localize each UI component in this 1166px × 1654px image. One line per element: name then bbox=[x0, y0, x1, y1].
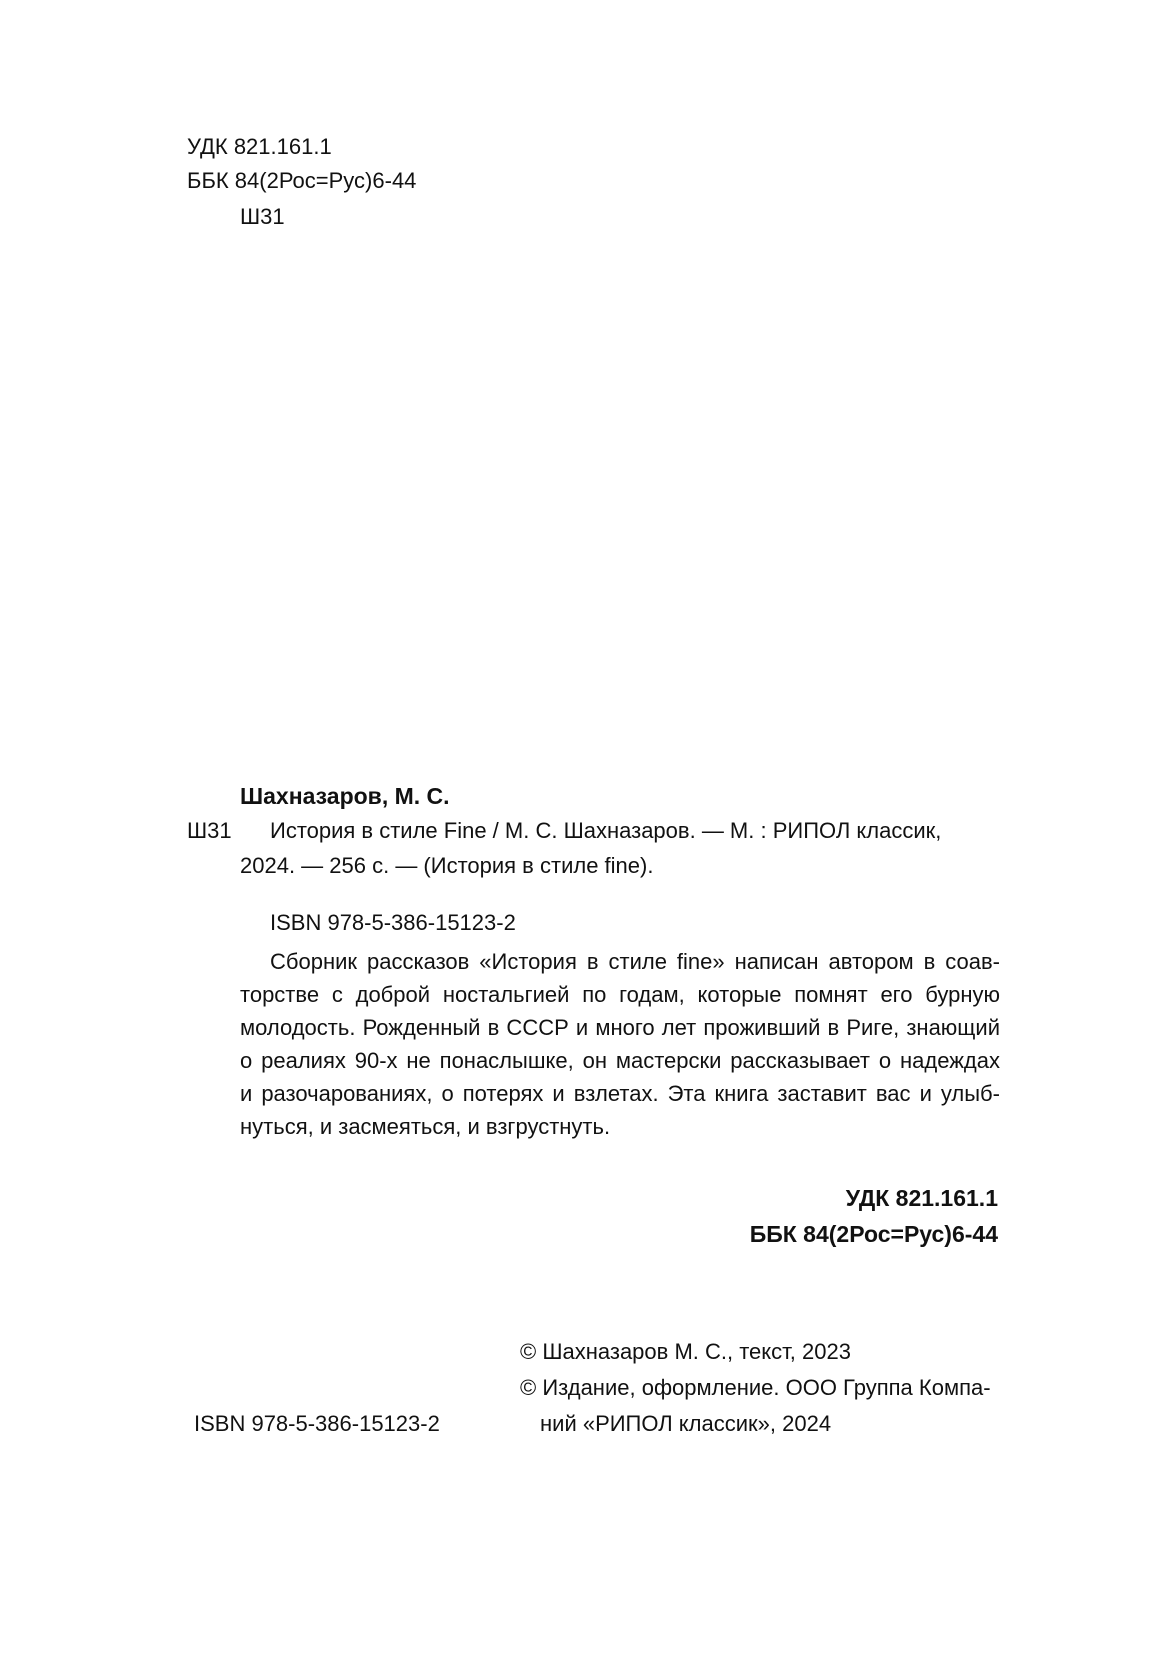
annotation bbox=[240, 945, 1000, 1143]
copyright-author: © Шахназаров М. С., текст, 2023 bbox=[520, 1339, 851, 1364]
record-author-sign: Ш31 bbox=[187, 818, 232, 843]
classification-bbk: ББК 84(2Рос=Рус)6-44 bbox=[749, 1221, 998, 1247]
footer-isbn: ISBN 978-5-386-15123-2 bbox=[194, 1411, 440, 1436]
annotation-line: Сборник рассказов «История в стиле fine» написан автором в соав- bbox=[270, 949, 1000, 974]
title-line-1: История в стиле Fine / М. С. Шахназаров. — М. : РИПОЛ классик, bbox=[270, 818, 942, 843]
author-heading: Шахназаров, М. С. bbox=[240, 783, 450, 809]
annotation-line: и разочарованиях, о потерях и взлетах. Эта книга заставит вас и улыб- bbox=[240, 1081, 1000, 1106]
top-author-sign: Ш31 bbox=[240, 204, 285, 229]
copyright-edition-line-1: © Издание, оформление. ООО Группа Компа- bbox=[520, 1375, 991, 1400]
record-isbn: ISBN 978-5-386-15123-2 bbox=[270, 910, 516, 935]
top-udk: УДК 821.161.1 bbox=[187, 134, 332, 159]
copyright-edition-line-2: ний «РИПОЛ классик», 2024 bbox=[540, 1411, 832, 1436]
title-line-2: 2024. — 256 с. — (История в стиле fine). bbox=[240, 853, 654, 878]
annotation-line: молодость. Рожденный в СССР и много лет проживший в Риге, знающий bbox=[240, 1015, 1000, 1040]
annotation-line: о реалиях 90-х не понаслышке, он мастерски рассказывает о надеждах bbox=[240, 1048, 1000, 1073]
annotation-line: нуться, и засмеяться, и взгрустнуть. bbox=[240, 1114, 611, 1139]
top-bbk: ББК 84(2Рос=Рус)6-44 bbox=[187, 168, 417, 193]
annotation-line: торстве с доброй ностальгией по годам, которые помнят его бурную bbox=[240, 982, 1000, 1007]
classification-udk: УДК 821.161.1 bbox=[845, 1185, 998, 1211]
